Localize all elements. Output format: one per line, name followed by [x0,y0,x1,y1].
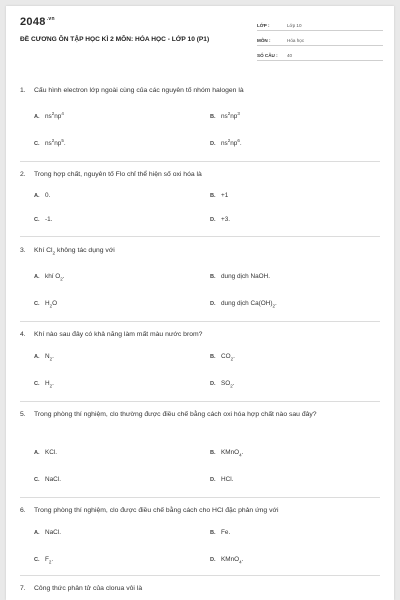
option-text: HCl. [221,476,234,483]
answer-option-d[interactable] [210,216,230,223]
option-text: $ns^2np^6$. [221,137,242,147]
question-6 [20,506,380,516]
option-text: $N_2$. [45,353,54,362]
answer-option-c[interactable] [34,216,52,223]
question-divider [20,575,380,576]
option-text: KCl. [45,449,58,456]
document-page [6,6,394,600]
meta-value: Hóa học [287,38,305,43]
option-key: C. [34,300,40,307]
option-text: dung dịch $Ca(OH)_2$. [221,300,277,309]
question-number: 6. [20,507,26,514]
question-number: 3. [20,247,26,254]
option-text: $SO_2$. [221,380,235,389]
option-text: KMnO$_4$. [221,556,244,565]
option-text: -1. [45,216,53,223]
answer-option-c[interactable] [34,137,66,147]
meta-row-class [257,17,383,31]
answer-option-b[interactable] [210,449,243,456]
question-stem [20,86,380,96]
meta-label: MÔN : [257,38,271,43]
question-3 [20,246,380,256]
answer-option-d[interactable] [210,137,242,147]
question-divider [20,497,380,498]
option-key: D. [210,300,216,307]
question-text: Trong phòng thí nghiệm, clo thường được điều chế bằng cách oxi hóa hợp chất nào sau đây? [34,411,317,418]
question-2 [20,170,380,180]
answer-option-b[interactable] [210,353,235,360]
option-key: A. [34,113,40,120]
logo-text: 2048 [20,16,46,28]
option-key: D. [210,140,216,147]
answer-option-a[interactable] [34,529,61,536]
option-text: Fe. [221,529,231,536]
question-number: 1. [20,87,26,94]
option-key: B. [210,449,216,456]
question-1 [20,86,380,96]
question-stem [20,584,380,594]
answer-option-d[interactable] [210,476,233,483]
option-key: B. [210,353,216,360]
question-divider [20,161,380,162]
answer-option-d[interactable] [210,556,243,563]
question-text: Công thức phân tử của clorua vôi là [34,585,143,592]
document-meta [257,17,383,62]
answer-option-c[interactable] [34,380,54,387]
answer-option-a[interactable] [34,449,57,456]
option-key: A. [34,353,40,360]
option-text: KMnO$_4$. [221,449,244,458]
option-key: D. [210,380,216,387]
question-text: Trong phòng thí nghiệm, clo được điều chế bằng cách cho HCl đặc phản ứng với [34,507,279,514]
option-key: B. [210,192,216,199]
option-text: $ns^2np^4$ [45,110,64,120]
option-text: $H_2$. [45,380,54,389]
question-text: Trong hợp chất, nguyên tố Flo chỉ thể hiện số oxi hóa là [34,171,202,178]
meta-value: Lớp 10 [287,23,302,28]
option-text: NaCl. [45,476,61,483]
answer-option-b[interactable] [210,529,230,536]
question-divider [20,321,380,322]
option-key: A. [34,192,40,199]
answer-option-b[interactable] [210,273,270,280]
option-text: $CO_2$. [221,353,235,362]
option-text: +1 [221,192,229,199]
option-key: C. [34,140,40,147]
option-text: $ns^2np^5$. [45,137,66,147]
answer-option-c[interactable] [34,476,61,483]
answer-option-a[interactable] [34,192,50,199]
option-text: khí $O_2$. [45,273,65,282]
question-text: Khí $Cl_2$ không tác dụng với [34,247,115,257]
option-text: +3. [221,216,231,223]
option-text: $H_2O$ [45,300,58,309]
question-number: 7. [20,585,26,592]
question-divider [20,401,380,402]
option-key: D. [210,216,216,223]
option-key: A. [34,529,40,536]
option-text: NaCl. [45,529,61,536]
question-number: 4. [20,331,26,338]
question-stem [20,246,380,256]
answer-option-b[interactable] [210,110,240,120]
option-key: D. [210,476,216,483]
question-5 [20,410,380,420]
question-stem [20,506,380,516]
option-key: A. [34,449,40,456]
option-key: B. [210,273,216,280]
option-key: C. [34,216,40,223]
answer-option-a[interactable] [34,273,65,280]
option-key: C. [34,380,40,387]
question-stem [20,330,380,340]
option-key: B. [210,113,216,120]
option-key: D. [210,556,216,563]
logo-suffix: .vn [46,16,55,22]
question-4 [20,330,380,340]
answer-option-c[interactable] [34,556,53,563]
option-text: $ns^2np^3$ [221,110,240,120]
option-text: dung dịch NaOH. [221,273,271,280]
option-key: C. [34,476,40,483]
answer-option-a[interactable] [34,353,54,360]
meta-row-subject [257,32,383,46]
answer-option-b[interactable] [210,192,228,199]
site-logo[interactable] [20,16,55,28]
meta-label: SỐ CÂU : [257,53,278,58]
question-number: 5. [20,411,26,418]
question-7 [20,584,380,594]
meta-label: LỚP : [257,23,270,28]
option-key: B. [210,529,216,536]
question-stem [20,170,380,180]
question-stem [20,410,380,420]
answer-option-d[interactable] [210,300,277,307]
option-text: $F_2$. [45,556,54,565]
question-text: Khí nào sau đây có khả năng làm mất màu nước brom? [34,331,203,338]
meta-value: 40 [287,53,293,58]
question-number: 2. [20,171,26,178]
question-divider [20,236,380,237]
meta-row-count [257,47,383,61]
option-key: A. [34,273,40,280]
option-key: C. [34,556,40,563]
answer-option-c[interactable] [34,300,57,307]
document-title: ĐỀ CƯƠNG ÔN TẬP HỌC KÌ 2 MÔN: HÓA HỌC - LỚP 10 (P1) [20,36,210,43]
option-text: 0. [45,192,51,199]
answer-option-d[interactable] [210,380,235,387]
question-text: Cấu hình electron lớp ngoài cùng của các nguyên tố nhóm halogen là [34,87,244,94]
answer-option-a[interactable] [34,110,64,120]
